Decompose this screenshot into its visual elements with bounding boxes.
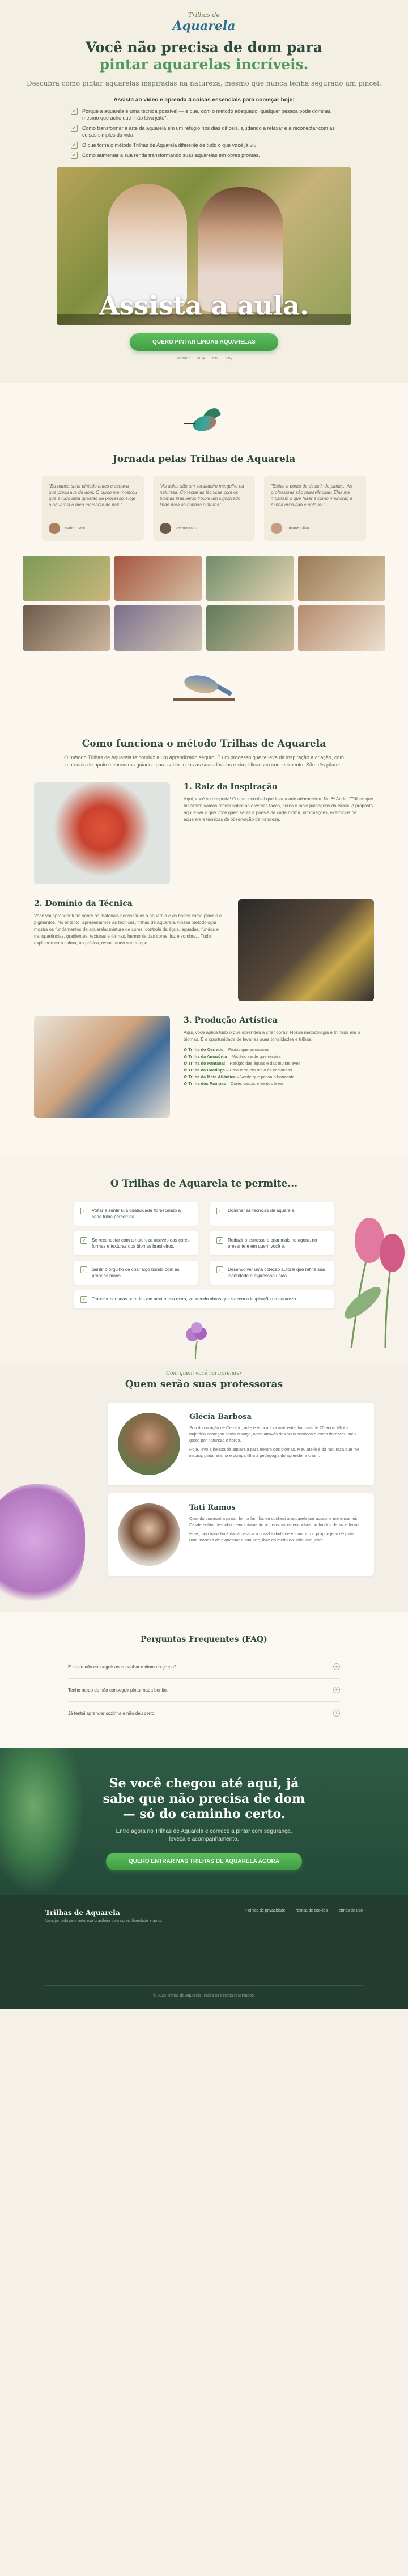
journey-section: [0, 383, 408, 732]
teacher-name: Glécia Barbosa: [189, 1413, 252, 1421]
video-player[interactable]: [57, 167, 351, 325]
step-title: 3. Produção Artística: [184, 1016, 278, 1025]
biome-desc: Mistério verde que respira: [231, 1054, 281, 1059]
check-icon: ✓: [216, 1208, 223, 1214]
avatar: [118, 1503, 180, 1566]
cta-button[interactable]: QUERO PINTAR LINDAS AQUARELAS: [130, 333, 278, 351]
biome-name: Trilha dos Pampas: [188, 1081, 226, 1086]
final-title: Se você chegou até aqui, já sabe que não precisa de dom — só do caminho certo.: [103, 1776, 305, 1821]
testimonial-quote: "Estive a ponto de desistir de pintar... As professoras são maravilhosas. Elas me mostram o que fazer e como melhorar, e minha evolução é notável.": [271, 484, 353, 507]
footer-link-terms[interactable]: Termos de uso: [337, 1909, 363, 1913]
testimonial-quote: "Eu nunca tinha pintado antes e achava que precisava de dom. O curso me mostrou que é tudo uma questão de processo. Hoje a aquarela é meu momento de paz.": [49, 484, 137, 507]
testimonials: [23, 476, 385, 541]
list-item: ✿ Trilha do Cerrado – Frutos que emocionam: [184, 1047, 272, 1052]
footer-tagline: Uma jornada pela natureza brasileira com cores, liberdade e amor.: [45, 1919, 163, 1923]
hummingbird-illustration: [181, 406, 227, 446]
gallery-photo[interactable]: [298, 605, 385, 651]
plus-icon: +: [333, 1663, 340, 1670]
check-icon: ✓: [71, 152, 78, 159]
gallery-photo[interactable]: [23, 556, 110, 601]
copyright: © 2025 Trilhas de Aquarela. Todos os direitos reservados.: [45, 1985, 363, 1998]
biome-name: Trilha do Pantanal: [188, 1061, 225, 1066]
teacher-figure: [108, 184, 187, 308]
bullet-text: Como transformar a arte da aquarela em um refúgio nos dias difíceis, ajudando a relaxar e a reconectar com as coisas simples da vida.: [82, 125, 335, 138]
final-text: Entre agora no Trilhas de Aquarela e comece a pintar com segurança, leveza e acompanhamento.: [116, 1828, 292, 1842]
check-icon: ✓: [80, 1266, 87, 1273]
avatar: [118, 1413, 180, 1475]
watercolor-flower-decoration: [0, 1484, 85, 1609]
faq-question: E se eu não conseguir acompanhar o ritmo do grupo?: [68, 1664, 177, 1670]
video-caption: Assista a aula.: [99, 290, 309, 321]
method-step: [34, 782, 374, 884]
plus-icon: +: [333, 1710, 340, 1717]
faq-item[interactable]: [68, 1679, 340, 1702]
step-title: 1. Raiz da Inspiração: [184, 782, 278, 791]
footer-brand: Trilhas de Aquarela: [45, 1909, 120, 1917]
benefit-text: Desenvolver uma coleção autoral que reflita sua identidade e expressão única.: [228, 1267, 325, 1278]
faq-item[interactable]: [68, 1655, 340, 1679]
teacher-bio: Hoje, levo a beleza da aquarela para dentro dos biomas. Meu ateliê é da natureza que me inspira, pinta, ensina e compartilha a pedagogia do aprender a criar...: [189, 1447, 360, 1458]
biome-name: Trilha da Mata Atlântica: [188, 1074, 236, 1079]
testimonial-quote: "As aulas são um verdadeiro mergulho na natureza. Conectar as técnicas com os biomas brasileiros trouxe um significado lindo para as minhas pinturas.": [160, 484, 244, 507]
check-icon: ✓: [80, 1208, 87, 1214]
benefit-card: [74, 1290, 334, 1308]
biome-desc: Refúgio das águas e das muitas aves: [230, 1061, 301, 1066]
list-item: [71, 108, 337, 121]
biome-name: Trilha do Cerrado: [188, 1047, 224, 1052]
step-text: Você vai aprender tudo sobre os materiais necessários à aquarela e as bases como pinceis e pigmentos. No entanto, apresentamos as técnicas, trilhas de Aquarela. Nossa metodologia mostra os fundamentos de aquarela: mistura de cores, controle da água, aguadas, fundos e transparências, gradientes, texturas e formas, harmonia das cores, luz e sombra... Tudo explicado com calma, na prática, respeitando seu tempo.: [34, 913, 222, 946]
method-step: [34, 899, 374, 1001]
payment-badges: [23, 357, 385, 361]
bullet-text: O que torna o método Trilhas de Aquarela diferente de tudo o que você já viu.: [82, 142, 258, 148]
logo-line-2: Aquarela: [172, 19, 236, 33]
benefit-card: [74, 1231, 198, 1255]
teachers-kicker: Com quem você vai aprender: [166, 1371, 242, 1376]
list-item: ✿ Trilha da Caatinga – Uma terra em meio às cactáceas: [184, 1067, 292, 1073]
biome-name: Trilha da Caatinga: [188, 1067, 225, 1073]
tulips-illustration: [329, 1189, 408, 1348]
faq-item[interactable]: [68, 1702, 340, 1725]
benefit-text: Sentir o orgulho de criar algo bonito com as próprias mãos.: [92, 1267, 180, 1278]
paint-palette-image: [238, 899, 374, 1001]
avatar: [49, 523, 60, 534]
testimonial-card: [264, 476, 366, 541]
benefits-title: O Trilhas de Aquarela te permite...: [110, 1178, 298, 1189]
bullets-title: Assista ao vídeo e aprenda 4 coisas essenciais para começar hoje:: [113, 97, 295, 103]
step-title: 2. Domínio da Técnica: [34, 899, 133, 908]
teacher-bio: Hoje, meu trabalho é dar à pessoa a possibilidade de encontrar no próprio jeito de pintar uma maneira de expressar a sua arte, livre do medo do "não leva jeito".: [189, 1531, 356, 1543]
biome-desc: Verde que passa o horizonte: [240, 1074, 295, 1079]
badge: PIX: [212, 357, 219, 361]
list-item: ✿ Trilha dos Pampas – Cores vastas e ventos leves: [184, 1081, 284, 1086]
biome-name: Trilha da Amazônia: [188, 1054, 227, 1059]
testimonial-name: Juliana Silva: [287, 526, 309, 531]
biome-desc: Frutos que emocionam: [228, 1047, 272, 1052]
hero-subtitle: Descubra como pintar aquarelas inspiradas na natureza, mesmo que nunca tenha segurado um pincel.: [27, 79, 381, 87]
testimonial-card: [42, 476, 144, 541]
step-text: Aqui, você se desperta! O olhar sensível que leva a arte adormecido. No 8º Andar "Trilhas que Inspiram" vamos refletir sobre as diversas faces, cores e mais paisagens do Brasil. A proposta aqui é ver o que você quer: sentir a poesia de cada bioma, informações, exercícios de aquarela e técnicas de observação da natureza.: [184, 796, 373, 822]
biome-desc: Uma terra em meio às cactáceas: [230, 1067, 292, 1073]
method-section: [0, 732, 408, 1155]
plus-icon: +: [333, 1687, 340, 1693]
avatar: [160, 523, 171, 534]
hero-section: [0, 0, 408, 383]
method-title: Como funciona o método Trilhas de Aquarela: [82, 738, 326, 749]
list-item: [71, 142, 337, 149]
benefit-text: Voltar a sentir sua criatividade florescendo a cada trilha percorrida.: [92, 1208, 181, 1219]
faq-title: Perguntas Frequentes (FAQ): [141, 1635, 267, 1644]
final-cta-section: [0, 1748, 408, 1895]
list-item: [71, 125, 337, 138]
teacher-name: Tati Ramos: [189, 1503, 236, 1512]
teacher-bio: Sou do coração de Cerrado, mãe e educadora ambiental há mais de 20 anos. Minha trajetória começou ainda criança, onde através dos seus sentidos e cores floresceu meu gosto por natureza e flores.: [189, 1425, 356, 1443]
hero-bullets: [71, 108, 337, 159]
journey-title: Jornada pelas Trilhas de Aquarela: [112, 454, 296, 465]
method-intro: O método Trilhas de Aquarela te conduz a um aprendizado seguro. É um processo que te leva da inspiração à criação, com materiais de apoio e encontros guiados para saber todas as suas dúvidas e simplificar seu conhecimento. São três pilares:: [64, 755, 344, 768]
purple-flower-icon: [176, 1320, 215, 1359]
list-item: ✿ Trilha da Amazônia – Mistério verde que respira: [184, 1054, 281, 1059]
biome-list: [184, 1046, 374, 1087]
gallery-photo[interactable]: [114, 556, 202, 601]
hero-title-highlight: pintar aquarelas incríveis.: [99, 56, 309, 73]
photo-gallery: [23, 556, 385, 651]
bullet-text: Como aumentar a sua renda transformando suas aquarelas em obras prontas.: [82, 152, 260, 158]
leaves-decoration: [0, 1748, 85, 1895]
testimonial-card: [153, 476, 255, 541]
faq-question: Já tentei aprender sozinha e não deu certo.: [68, 1710, 156, 1716]
final-cta-button[interactable]: QUERO ENTRAR NAS TRILHAS DE AQUARELA AGORA: [106, 1853, 302, 1870]
hero-title: [23, 39, 385, 73]
step-text: Aqui, você aplica tudo o que aprendeu a criar obras. Nossa metodologia é trilhada em 6 biomas. É a oportunidade de levar as suas tonalidades e trilhas:: [184, 1030, 360, 1042]
badge: VISA: [196, 357, 206, 361]
video-controls[interactable]: [57, 314, 351, 325]
hero-title-line-1: Você não precisa de dom para: [85, 39, 323, 56]
flower-painting-image: [34, 782, 170, 884]
gallery-photo[interactable]: [114, 605, 202, 651]
logo-line-1: Trilhas de: [188, 11, 220, 19]
check-icon: ✓: [80, 1237, 87, 1244]
logo[interactable]: [159, 11, 249, 33]
footer-link-cookies[interactable]: Política de cookies: [294, 1909, 328, 1913]
benefit-text: Reduzir o estresse e criar mais no agora, no presente e em quem você é.: [228, 1238, 317, 1249]
testimonial-name: Fernanda C.: [176, 526, 198, 531]
teacher-card: [108, 1493, 374, 1576]
benefit-text: Dominar as técnicas de aquarela.: [228, 1208, 296, 1213]
badge: Pay: [226, 357, 233, 361]
gallery-photo[interactable]: [23, 605, 110, 651]
avatar: [271, 523, 282, 534]
list-item: ✿ Trilha do Pantanal – Refúgio das águas e das muitas aves: [184, 1061, 301, 1066]
benefit-card: [74, 1202, 198, 1226]
check-icon: ✓: [80, 1296, 87, 1303]
teachers-section: [0, 1365, 408, 1612]
footer-link-privacy[interactable]: Política de privacidade: [245, 1909, 286, 1913]
badge: Hotmart: [175, 357, 190, 361]
benefit-text: Transformar suas paredes em uma mesa extra, vendendo obras que trazem a inspiração da natureza.: [92, 1297, 298, 1302]
teachers-title: Quem serão suas professoras: [125, 1379, 283, 1390]
benefit-text: Se reconectar com a natureza através das cores, formas e texturas dos biomas brasileiros.: [92, 1238, 191, 1249]
testimonial-name: Maria Clara: [65, 526, 86, 531]
songbird-illustration: [173, 659, 235, 710]
benefit-card: [210, 1261, 334, 1285]
gallery-photo[interactable]: [298, 556, 385, 601]
gallery-photo[interactable]: [206, 556, 294, 601]
faq-question: Tenho medo de não conseguir pintar nada bonito.: [68, 1687, 168, 1693]
check-icon: ✓: [71, 108, 78, 115]
faq-section: [0, 1612, 408, 1748]
benefits-section: [0, 1155, 408, 1365]
gallery-photo[interactable]: [206, 605, 294, 651]
benefit-card: [210, 1231, 334, 1255]
check-icon: ✓: [71, 142, 78, 149]
benefit-card: [74, 1261, 198, 1285]
teacher-card: [108, 1403, 374, 1485]
footer-nav: [245, 1909, 363, 1913]
list-item: ✿ Trilha da Mata Atlântica – Verde que passa o horizonte: [184, 1074, 295, 1079]
footer: [0, 1895, 408, 2009]
check-icon: ✓: [216, 1266, 223, 1273]
teacher-bio: Quando comecei a pintar, foi na família, eu conheci a aquarela por acaso, e me encantei. Desde então, descobri o encantamento por ensinar os encontros profundos de luz e forma.: [189, 1516, 361, 1527]
benefit-card: [210, 1202, 334, 1226]
biome-desc: Cores vastas e ventos leves: [231, 1081, 284, 1086]
check-icon: ✓: [216, 1237, 223, 1244]
check-icon: ✓: [71, 125, 78, 132]
bird-painting-image: [34, 1016, 170, 1118]
bullet-text: Porque a aquarela é uma técnica possível — e que, com o método adequado, qualquer pessoa pode dominar, mesmo que ache que "não leva jeito".: [82, 108, 332, 121]
list-item: [71, 152, 337, 159]
method-step: [34, 1016, 374, 1118]
